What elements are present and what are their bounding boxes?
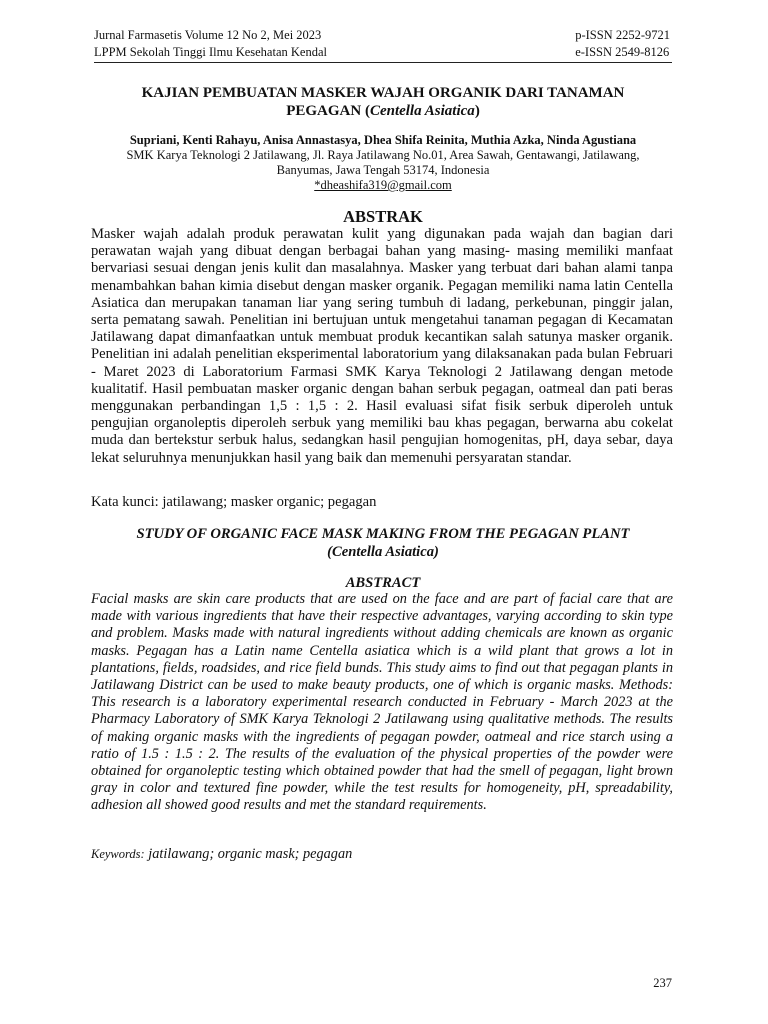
pissn: p-ISSN 2252-9721 xyxy=(575,28,670,42)
title-close-paren: ) xyxy=(474,103,480,119)
english-title-line-1: STUDY OF ORGANIC FACE MASK MAKING FROM THE PEGAGAN PLANT xyxy=(136,526,630,542)
english-title-line-2: (Centella Asiatica) xyxy=(327,544,439,560)
journal-name: Jurnal Farmasetis Volume 12 No 2, Mei 2023 xyxy=(94,28,322,42)
author-email[interactable]: *dheashifa319@gmail.com xyxy=(314,178,452,192)
abstract-body: Facial masks are skin care products that are used on the face and are part of facial care that are made with various ingredients that have their respective advantages, varying according to skin type and problem. Masks made with natural ingredients without adding chemicals are known as organic masks. Pegagan has a Latin name Centella asiatica which is a wild plant that grows a lot in plantations, fields, roadsides, and rice field bunds. This study aims to find out that pegagan plants in Jatilawang District can be used to make beauty products, one of which is organic masks. Methods: This research is a laboratory experimental research conducted in February - March 2023 at the Pharmacy Laboratory of SMK Karya Teknologi 2 Jatilawang using qualitative methods. The results of making organic masks with the ingredients of pegagan powder, oatmeal and rice starch using a ratio of 1.5 : 1.5 : 2. The results of the evaluation of the physical properties of the powder were obtained for organoleptic testing which obtained powder that had the smell of pegagan, light brown gray in color and textured fine powder, while the test results for homogeneity, pH, spreadability, adhesion all showed good results and met the standard requirements. xyxy=(91,591,673,814)
title-line-2-text: PEGAGAN ( xyxy=(286,103,370,119)
keywords xyxy=(91,846,673,863)
title-line-2 xyxy=(94,102,672,120)
english-title xyxy=(94,525,672,561)
keywords-label: Keywords: xyxy=(91,847,145,861)
affiliation-line-1: SMK Karya Teknologi 2 Jatilawang, Jl. Raya Jatilawang No.01, Area Sawah, Gentawangi, Jatilawang, xyxy=(126,148,640,162)
paper-title xyxy=(94,84,672,120)
author-names: Supriani, Kenti Rahayu, Anisa Annastasya, Dhea Shifa Reinita, Muthia Azka, Ninda Agustiana xyxy=(129,133,637,147)
running-header-right xyxy=(575,27,670,61)
affiliation-line-2: Banyumas, Jawa Tengah 53174, Indonesia xyxy=(276,163,490,177)
title-species-name: Centella Asiatica xyxy=(369,103,475,119)
page-number: 237 xyxy=(653,976,672,990)
kata-kunci: Kata kunci: jatilawang; masker organic; pegagan xyxy=(91,494,377,510)
abstrak-heading: ABSTRAK xyxy=(343,207,423,226)
header-divider xyxy=(94,62,672,63)
abstract-heading: ABSTRACT xyxy=(345,575,421,591)
eissn: e-ISSN 2549-8126 xyxy=(575,45,670,59)
keywords-value: jatilawang; organic mask; pegagan xyxy=(144,846,353,862)
running-header-left xyxy=(94,27,327,61)
title-line-1: KAJIAN PEMBUATAN MASKER WAJAH ORGANIK DARI TANAMAN xyxy=(141,85,625,101)
author-block xyxy=(94,133,672,193)
publisher-name: LPPM Sekolah Tinggi Ilmu Kesehatan Kendal xyxy=(94,45,327,59)
abstrak-body: Masker wajah adalah produk perawatan kulit yang digunakan pada wajah dan bagian dari perawatan wajah yang dibuat dengan berbagai bahan yang masing- masing memiliki manfaat bervariasi sesuai dengan jenis kulit dan masalahnya. Masker yang terbuat dari bahan alami tanpa menambahkan bahan kimia disebut dengan masker organik. Pegagan memiliki nama latin Centella Asiatica dan merupakan tanaman liar yang sering tumbuh di ladang, perkebunan, pinggir jalan, serta pematang sawah. Penelitian ini bertujuan untuk mengetahui tanaman pegagan di Kecamatan Jatilawang dapat dimanfaatkan untuk membuat produk kecantikan salah satunya masker organik. Penelitian ini adalah penelitian eksperimental laboratorium yang dilaksanakan pada bulan Februari - Maret 2023 di Laboratorium Farmasi SMK Karya Teknologi 2 Jatilawang dengan metode kualitatif. Hasil pembuatan masker organic dengan bahan serbuk pegagan, oatmeal dan pati beras menggunakan perbandingan 1,5 : 1,5 : 2. Hasil evaluasi sifat fisik serbuk diperoleh untuk pengujian organoleptis diperoleh serbuk yang memiliki bau khas pegagan, berwarna abu cokelat muda dan bertekstur serbuk halus, sedangkan hasil pengujian homogenitas, pH, daya sebar, daya lekat seluruhnya menunjukkan hasil yang baik dan memenuhi persyaratan standar. xyxy=(91,226,673,466)
